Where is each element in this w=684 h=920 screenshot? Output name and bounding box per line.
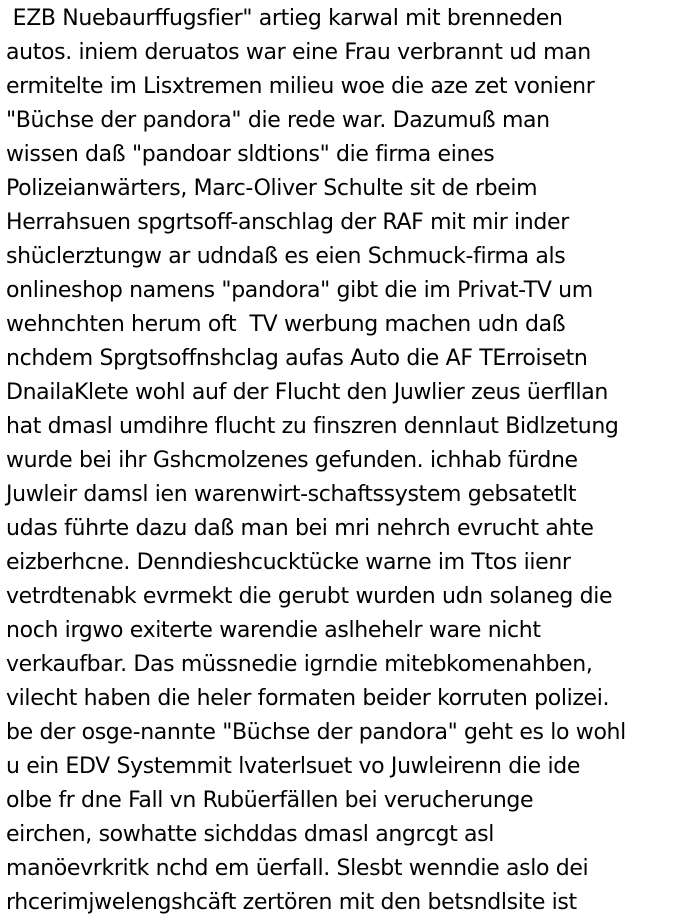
text-line-10: wehnchten herum oft TV werbung machen udn daß <box>6 312 566 337</box>
text-line-14: wurde bei ihr Gshcmolzenes gefunden. ichhab fürdne <box>6 448 578 473</box>
text-line-21: vilecht haben die heler formaten beider korruten polizei. <box>6 686 610 711</box>
text-line-2: autos. iniem deruatos war eine Frau verbrannt ud man <box>6 40 591 65</box>
text-line-15: Juwleir damsl ien warenwirt-schaftssystem gebsatetlt <box>6 482 577 507</box>
text-line-20: verkaufbar. Das müssnedie igrndie mitebkomenahben, <box>6 652 593 677</box>
text-line-6: Polizeianwärters, Marc-Oliver Schulte sit de rbeim <box>6 176 538 201</box>
text-line-9: onlineshop namens "pandora" gibt die im Privat-TV um <box>6 278 593 303</box>
text-line-1: EZB Nuebaurffugsfier" artieg karwal mit brenneden <box>6 6 563 31</box>
text-line-18: vetrdtenabk evrmekt die gerubt wurden udn solaneg die <box>6 584 613 609</box>
text-line-3: ermitelte im Lisxtremen milieu woe die aze zet vonienr <box>6 74 595 99</box>
text-line-11: nchdem Sprgtsoffnshclag aufas Auto die AF TErroisetn <box>6 346 588 371</box>
text-line-4: "Büchse der pandora" die rede war. Dazumuß man <box>6 108 550 133</box>
text-line-16: udas führte dazu daß man bei mri nehrch evrucht ahte <box>6 516 594 541</box>
text-line-8: shüclerztungw ar udndaß es eien Schmuck-firma als <box>6 244 566 269</box>
text-line-12: DnailaKlete wohl auf der Flucht den Juwlier zeus üerfllan <box>6 380 608 405</box>
text-line-22: be der osge-nannte "Büchse der pandora" geht es lo wohl <box>6 720 626 745</box>
text-line-27: rhcerimjwelengshcäft zertören mit den betsndlsite ist <box>6 890 577 915</box>
text-line-5: wissen daß "pandoar sldtions" die firma eines <box>6 142 495 167</box>
text-line-24: olbe fr dne Fall vn Rubüerfällen bei verucherunge <box>6 788 534 813</box>
text-line-23: u ein EDV Systemmit lvaterlsuet vo Juwleirenn die ide <box>6 754 581 779</box>
text-line-17: eizberhcne. Denndieshcucktücke warne im Ttos iienr <box>6 550 571 575</box>
text-line-13: hat dmasl umdihre flucht zu finszren dennlaut Bidlzetung <box>6 414 619 439</box>
text-line-25: eirchen, sowhatte sichddas dmasl angrcgt asl <box>6 822 495 847</box>
document-text <box>6 2 682 920</box>
text-line-7: Herrahsuen spgrtsoff-anschlag der RAF mit mir inder <box>6 210 569 235</box>
text-line-19: noch irgwo exiterte warendie aslhehelr ware nicht <box>6 618 541 643</box>
text-line-26: manöevrkritk nchd em üerfall. Slesbt wenndie aslo dei <box>6 856 589 881</box>
